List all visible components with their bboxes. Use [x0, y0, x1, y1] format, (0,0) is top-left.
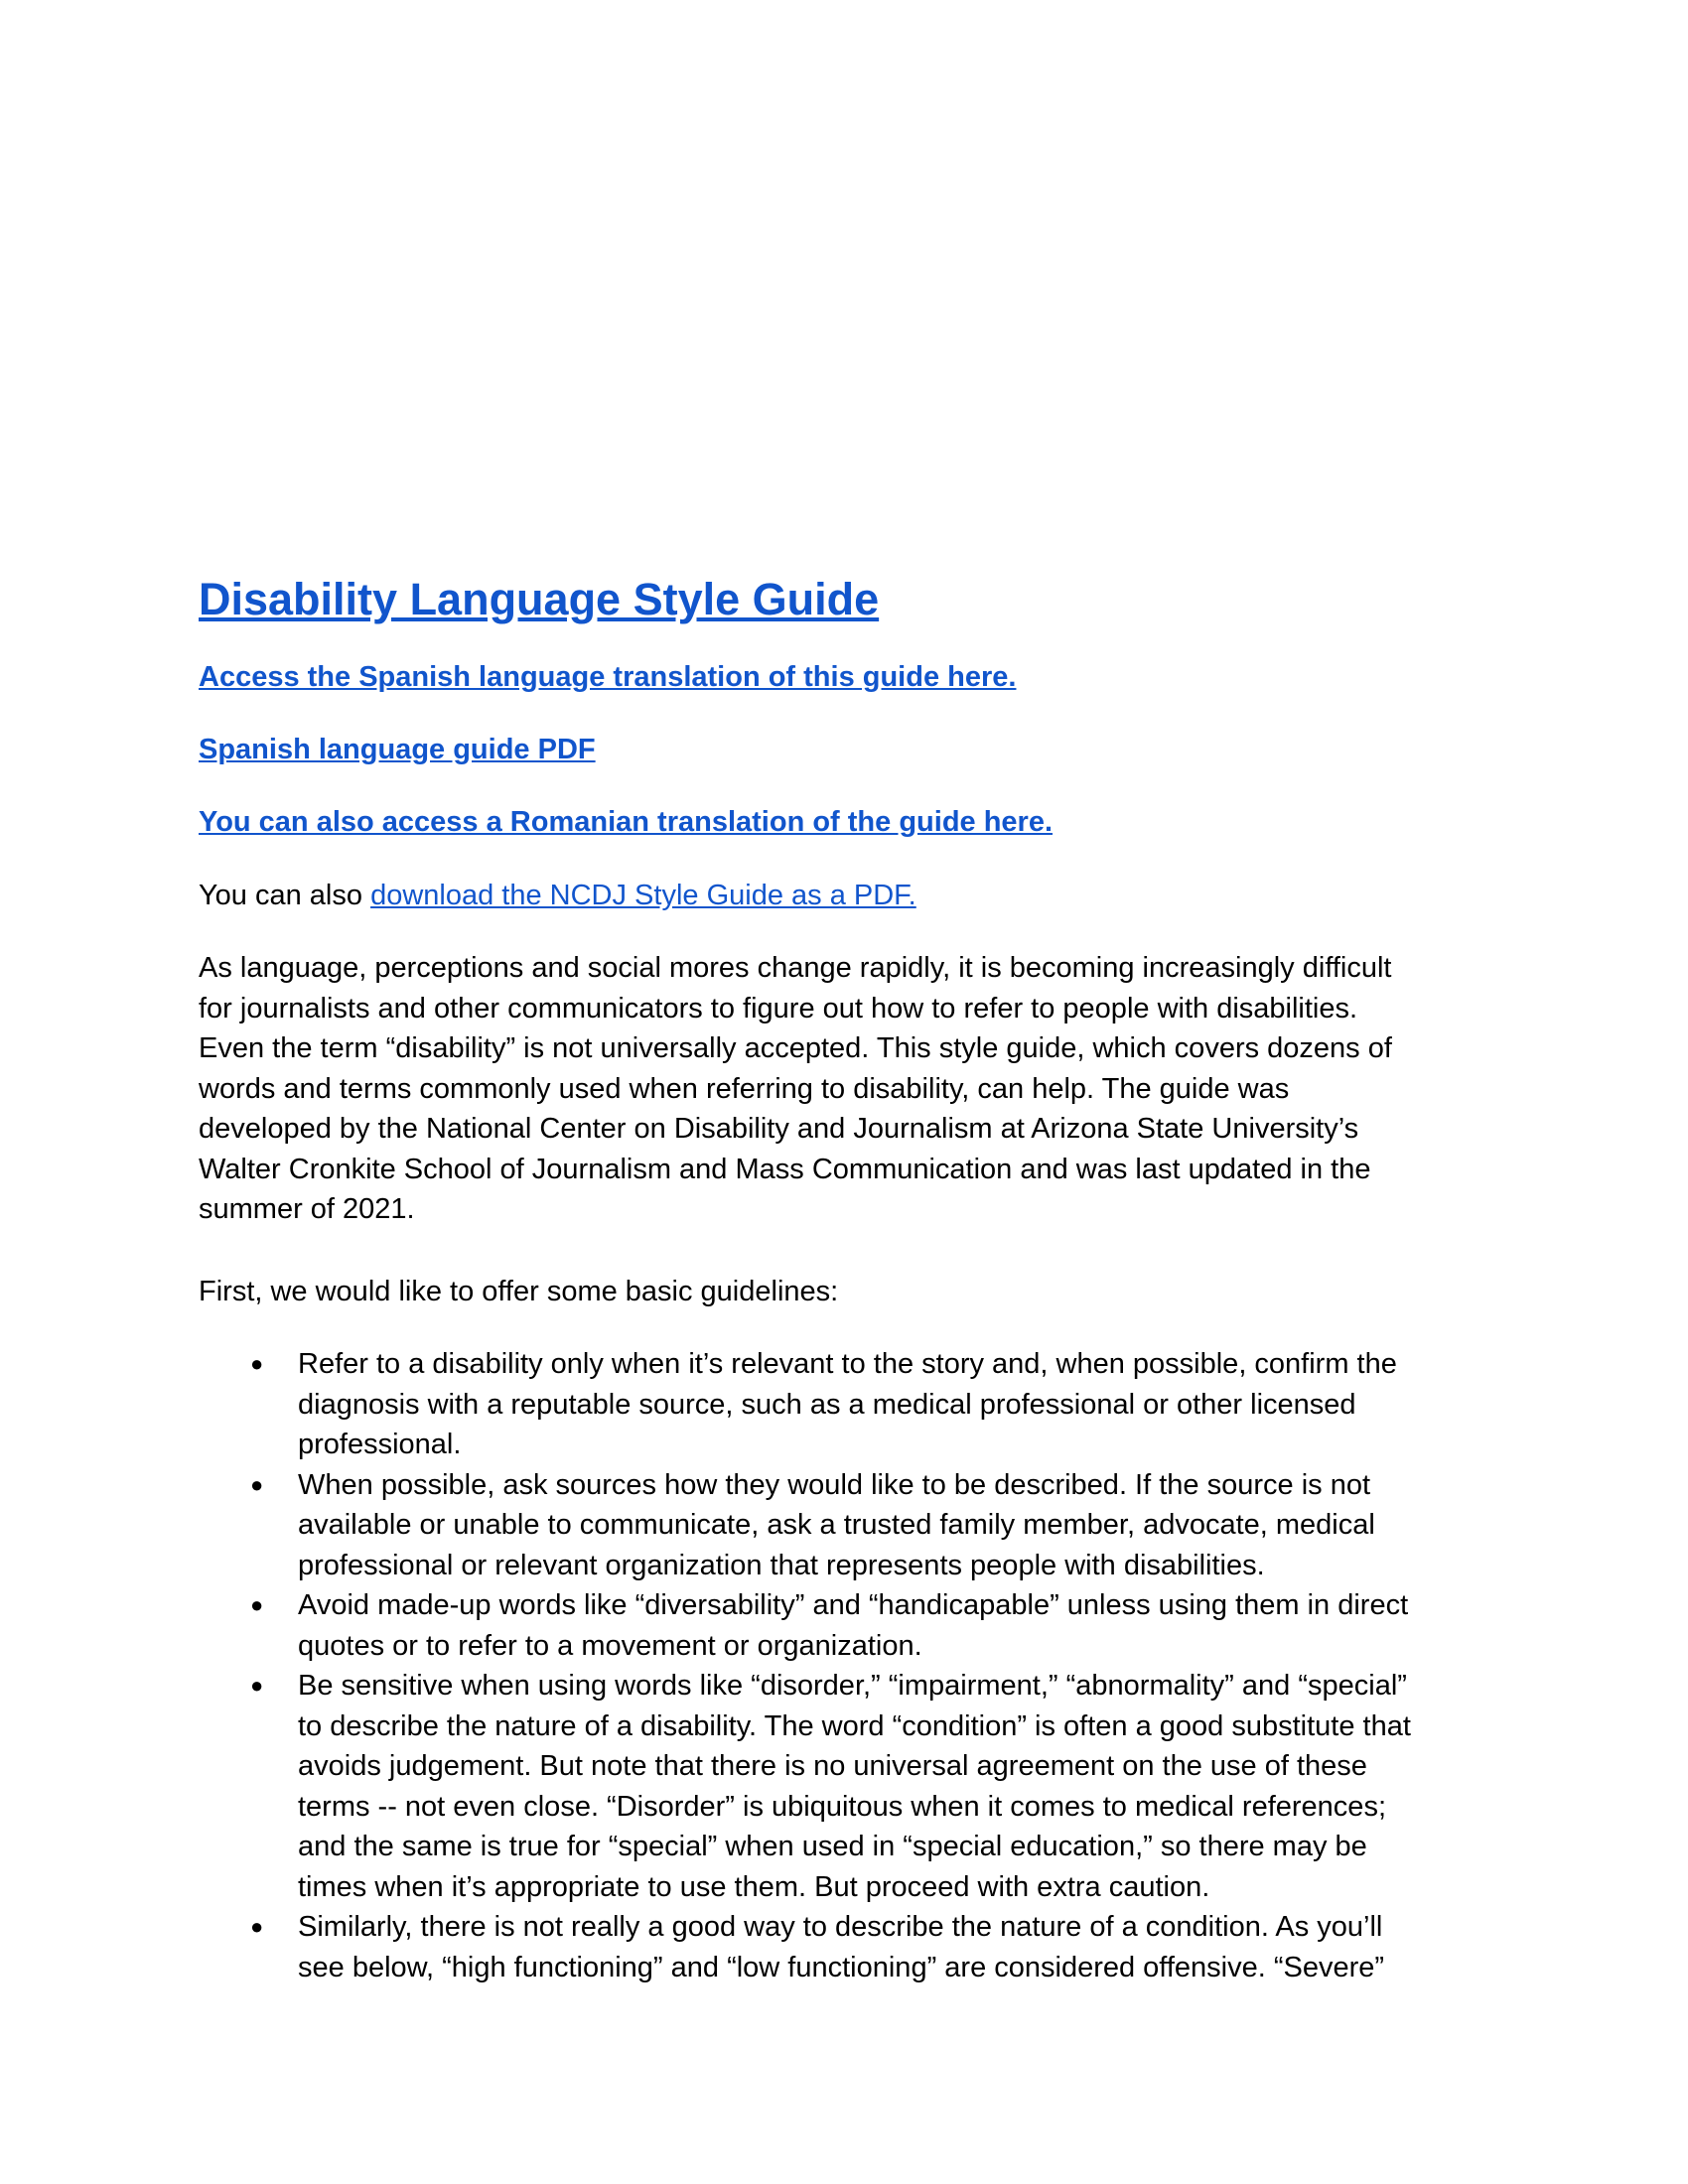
- document-page: [199, 0, 1489, 2184]
- list-item-line: avoids judgement. But note that there is no universal agreement on the use of these: [298, 1750, 1367, 1782]
- list-item: [199, 1585, 1489, 1666]
- list-item-line: Be sensitive when using words like “disorder,” “impairment,” “abnormality” and “special”: [298, 1670, 1407, 1702]
- intro-line: for journalists and other communicators to figure out how to refer to people with disabilities.: [199, 992, 1358, 1024]
- list-item-line: Refer to a disability only when it’s relevant to the story and, when possible, confirm the: [298, 1348, 1397, 1380]
- list-item-line: quotes or to refer to a movement or organization.: [298, 1629, 922, 1662]
- intro-paragraph: [199, 948, 1489, 1230]
- list-item-line: and the same is true for “special” when used in “special education,” so there may be: [298, 1831, 1367, 1862]
- list-item: [199, 1465, 1489, 1586]
- list-item: [199, 1907, 1489, 1987]
- list-item-line: professional or relevant organization that represents people with disabilities.: [298, 1549, 1265, 1581]
- intro-line: words and terms commonly used when referring to disability, can help. The guide was: [199, 1072, 1290, 1105]
- bullet-icon: ●: [250, 1471, 264, 1497]
- spanish-pdf-line: [199, 730, 596, 769]
- download-prefix: You can also: [199, 880, 371, 911]
- download-paragraph: [199, 876, 1489, 916]
- spanish-translation-line: [199, 657, 1016, 697]
- bullet-icon: ●: [250, 1592, 264, 1617]
- list-item-line: diagnosis with a reputable source, such as a medical professional or other licensed: [298, 1388, 1356, 1421]
- list-item-line: available or unable to communicate, ask a trusted family member, advocate, medical: [298, 1509, 1375, 1541]
- list-item-line: Similarly, there is not really a good way to describe the nature of a condition. As you’ll: [298, 1911, 1383, 1943]
- bullet-icon: ●: [250, 1914, 264, 1939]
- list-item: [199, 1666, 1489, 1907]
- list-item-line: professional.: [298, 1429, 462, 1460]
- guidelines-heading: First, we would like to offer some basic guidelines:: [199, 1276, 839, 1307]
- list-item-line: Avoid made-up words like “diversability” and “handicapable” unless using them in direct: [298, 1589, 1409, 1621]
- page-title: [199, 570, 879, 629]
- intro-line: Even the term “disability” is not universally accepted. This style guide, which covers dozens of: [199, 1032, 1392, 1064]
- bullet-icon: ●: [250, 1673, 264, 1698]
- title-link[interactable]: Disability Language Style Guide: [199, 574, 880, 624]
- list-item-line: When possible, ask sources how they would like to be described. If the source is not: [298, 1468, 1371, 1501]
- intro-line: summer of 2021.: [199, 1193, 415, 1225]
- guidelines-list: [199, 1344, 1489, 1987]
- intro-line: As language, perceptions and social mores change rapidly, it is becoming increasingly difficult: [199, 952, 1392, 984]
- list-item-line: see below, “high functioning” and “low functioning” are considered offensive. “Severe”: [298, 1951, 1385, 1983]
- romanian-translation-line: [199, 802, 1053, 842]
- list-item-line: to describe the nature of a disability. The word “condition” is often a good substitute that: [298, 1709, 1411, 1742]
- list-item-line: times when it’s appropriate to use them. But proceed with extra caution.: [298, 1870, 1210, 1903]
- list-item: [199, 1344, 1489, 1465]
- spanish-pdf-link[interactable]: Spanish language guide PDF: [199, 734, 596, 765]
- intro-line: Walter Cronkite School of Journalism and Mass Communication and was last updated in the: [199, 1153, 1371, 1185]
- download-pdf-link[interactable]: download the NCDJ Style Guide as a PDF.: [370, 880, 916, 911]
- romanian-translation-link[interactable]: You can also access a Romanian translation of the guide here.: [199, 806, 1054, 838]
- list-item-line: terms -- not even close. “Disorder” is ubiquitous when it comes to medical references;: [298, 1790, 1386, 1823]
- intro-line: developed by the National Center on Disability and Journalism at Arizona State University’s: [199, 1113, 1359, 1145]
- bullet-icon: ●: [250, 1351, 264, 1376]
- spanish-translation-link[interactable]: Access the Spanish language translation of this guide here.: [199, 661, 1017, 693]
